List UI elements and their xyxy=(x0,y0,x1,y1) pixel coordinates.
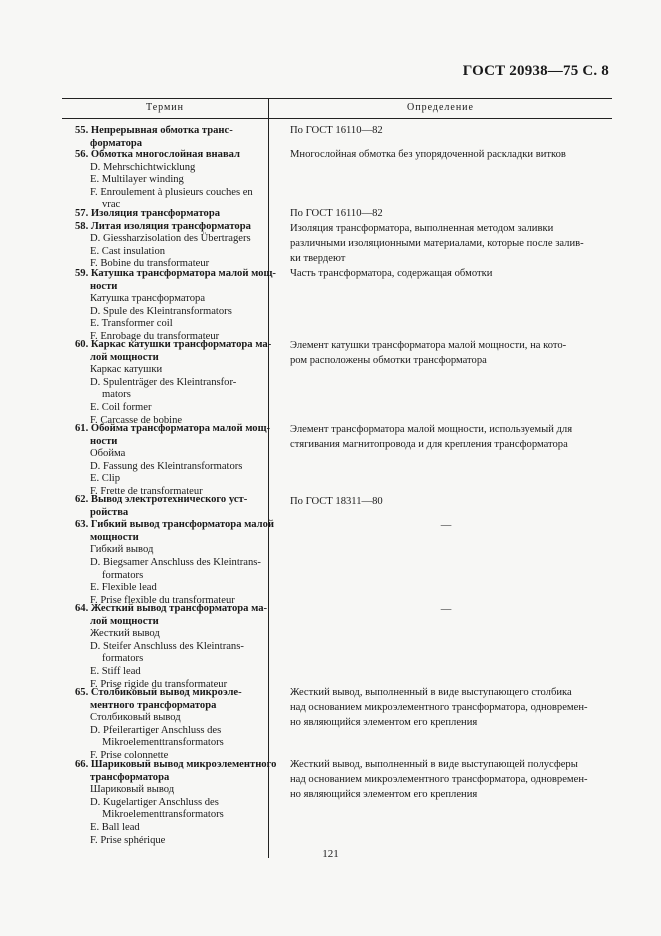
definition-entry xyxy=(290,123,602,138)
term-line: Столбиковый вывод xyxy=(90,712,181,724)
definition-entry xyxy=(290,518,602,533)
term-line: E. Flexible lead xyxy=(90,582,157,594)
term-line: Жесткий вывод xyxy=(90,628,160,640)
term-line: D. Spulenträger des Kleintransfor- xyxy=(90,376,237,388)
definition-line: но являющийся элементом его крепления xyxy=(290,789,478,800)
column-header-definitions: Определение xyxy=(407,102,474,113)
term-line: ности xyxy=(90,280,118,292)
page-number: 121 xyxy=(322,848,339,860)
definition-line: над основанием микроэлементного трансформатора, одновремен- xyxy=(290,702,588,713)
definition-entry xyxy=(290,494,602,509)
term-line: 60. Каркас катушки трансформатора ма- xyxy=(75,339,272,350)
definition-line: различными изоляционными материалами, которые после залив- xyxy=(290,238,584,249)
term-line: Гибкий вывод xyxy=(90,544,154,556)
term-line: D. Mehrschichtwicklung xyxy=(90,161,196,173)
term-line: 56. Обмотка многослойная внавал xyxy=(75,149,241,160)
definition-line: Элемент катушки трансформатора малой мощности, на кото- xyxy=(290,340,567,351)
definition-line: Изоляция трансформатора, выполненная методом заливки xyxy=(290,223,554,234)
term-line: 61. Обойма трансформатора малой мощ- xyxy=(75,423,271,434)
term-line: E. Stiff lead xyxy=(90,665,141,677)
term-line: ности xyxy=(90,435,118,447)
term-line: 62. Вывод электротехнического уст- xyxy=(75,494,248,505)
term-line: Mikroelementtransformators xyxy=(102,809,224,821)
definition-entry xyxy=(290,685,602,730)
term-line: форматора xyxy=(90,137,143,149)
definition-line: над основанием микроэлементного трансформатора, одновремен- xyxy=(290,774,588,785)
term-line: 58. Литая изоляция трансформатора xyxy=(75,220,251,232)
term-entry xyxy=(62,603,268,691)
term-line: F. Prise flexible du transformateur xyxy=(90,594,235,606)
term-line: 57. Изоляция трансформатора xyxy=(75,208,221,219)
term-entry xyxy=(62,759,277,847)
definition-line: но являющийся элементом его крепления xyxy=(290,717,478,728)
document-header: ГОСТ 20938—75 С. 8 xyxy=(462,63,609,79)
term-line: E. Coil former xyxy=(90,401,152,413)
definition-line: ром расположены обмотки трансформатора xyxy=(290,355,487,366)
term-line: 59. Катушка трансформатора малой мощ- xyxy=(75,268,276,279)
term-line: formators xyxy=(102,653,144,665)
term-line: F. Prise rigide du transformateur xyxy=(90,678,228,690)
term-line: Шариковый вывод xyxy=(90,784,175,796)
term-line: F. Frette de transformateur xyxy=(90,485,203,497)
term-line: D. Giessharzisolation des Übertragers xyxy=(90,233,251,245)
column-header-terms: Термин xyxy=(145,102,185,113)
definition-line: По ГОСТ 16110—82 xyxy=(290,125,383,136)
term-line: mators xyxy=(102,389,131,401)
definition-line: Часть трансформатора, содержащая обмотки xyxy=(290,268,493,279)
term-entry xyxy=(62,268,276,344)
definition-line: Жесткий вывод, выполненный в виде выступающей полусферы xyxy=(290,759,578,770)
term-entry xyxy=(62,423,271,499)
definition-line: ки твердеют xyxy=(290,253,346,264)
term-line: 64. Жесткий вывод трансформатора ма- xyxy=(75,603,268,614)
term-line: лой мощности xyxy=(90,351,159,363)
term-line: F. Carcasse de bobine xyxy=(90,414,183,426)
term-line: F. Enroulement à plusieurs couches en xyxy=(90,186,253,198)
definition-entry xyxy=(290,206,602,266)
term-line: ментного трансформатора xyxy=(90,699,217,711)
term-entry xyxy=(62,125,265,150)
term-line: D. Pfeilerartiger Anschluss des xyxy=(90,724,222,736)
definition-entry xyxy=(290,602,602,617)
term-line: E. Ball lead xyxy=(90,821,140,833)
term-line: E. Cast insulation xyxy=(90,245,166,257)
term-line: E. Transformer coil xyxy=(90,318,173,330)
term-line: Обойма xyxy=(90,448,126,460)
term-line: D. Biegsamer Anschluss des Kleintrans- xyxy=(90,556,261,568)
term-line: мощности xyxy=(90,531,139,543)
term-line: F. Enrobage du transformateur xyxy=(90,330,220,342)
term-line: D. Kugelartiger Anschluss des xyxy=(90,796,219,808)
definition-line: — xyxy=(440,604,452,615)
term-line: F. Bobine du transformateur xyxy=(90,258,210,270)
term-line: D. Fassung des Kleintransformators xyxy=(90,460,243,472)
definition-entry xyxy=(290,147,602,162)
term-line: 65. Столбиковый вывод микроэле- xyxy=(75,687,242,698)
term-line: Катушка трансформатора xyxy=(90,293,206,305)
definition-line: стягивания магнитопровода и для крепления трансформатора xyxy=(290,439,568,450)
term-entry xyxy=(62,687,265,763)
term-line: Mikroelementtransformators xyxy=(102,737,224,749)
term-line: лой мощности xyxy=(90,615,159,627)
term-line: трансформатора xyxy=(90,771,170,783)
term-line: D. Steifer Anschluss des Kleintrans- xyxy=(90,640,244,652)
term-line: 55. Непрерывная обмотка транс- xyxy=(75,125,233,136)
definition-line: — xyxy=(440,520,452,531)
definition-line: Элемент трансформатора малой мощности, используемый для xyxy=(290,424,573,435)
term-line: D. Spule des Kleintransformators xyxy=(90,305,232,317)
table-column-divider xyxy=(268,98,269,858)
term-line: E. Clip xyxy=(90,473,121,485)
definition-line: Жесткий вывод, выполненный в виде выступающего столбика xyxy=(290,687,572,698)
table-header-rule xyxy=(62,118,612,119)
term-line: E. Multilayer winding xyxy=(90,174,184,186)
term-entry xyxy=(62,149,265,212)
definition-line: По ГОСТ 16110—82 xyxy=(290,208,383,219)
definition-entry xyxy=(290,266,602,281)
definition-entry xyxy=(290,757,602,802)
term-line: ройства xyxy=(90,506,129,518)
definition-line: По ГОСТ 18311—80 xyxy=(290,496,383,507)
term-line: F. Prise colonnette xyxy=(90,749,169,761)
term-line: 66. Шариковый вывод микроэлементного xyxy=(75,759,277,770)
term-entry xyxy=(62,339,272,427)
definition-entry xyxy=(290,422,602,452)
term-line: formators xyxy=(102,569,144,581)
term-line: 63. Гибкий вывод трансформатора малой xyxy=(75,519,275,531)
term-line: F. Prise sphérique xyxy=(90,834,166,846)
term-entry xyxy=(62,494,275,607)
definition-entry xyxy=(290,338,602,368)
term-line: vrac xyxy=(102,199,121,211)
table-top-rule xyxy=(62,98,612,99)
term-entry xyxy=(62,208,265,271)
definition-line: Многослойная обмотка без упорядоченной раскладки витков xyxy=(290,149,566,160)
term-line: Каркас катушки xyxy=(90,364,163,376)
